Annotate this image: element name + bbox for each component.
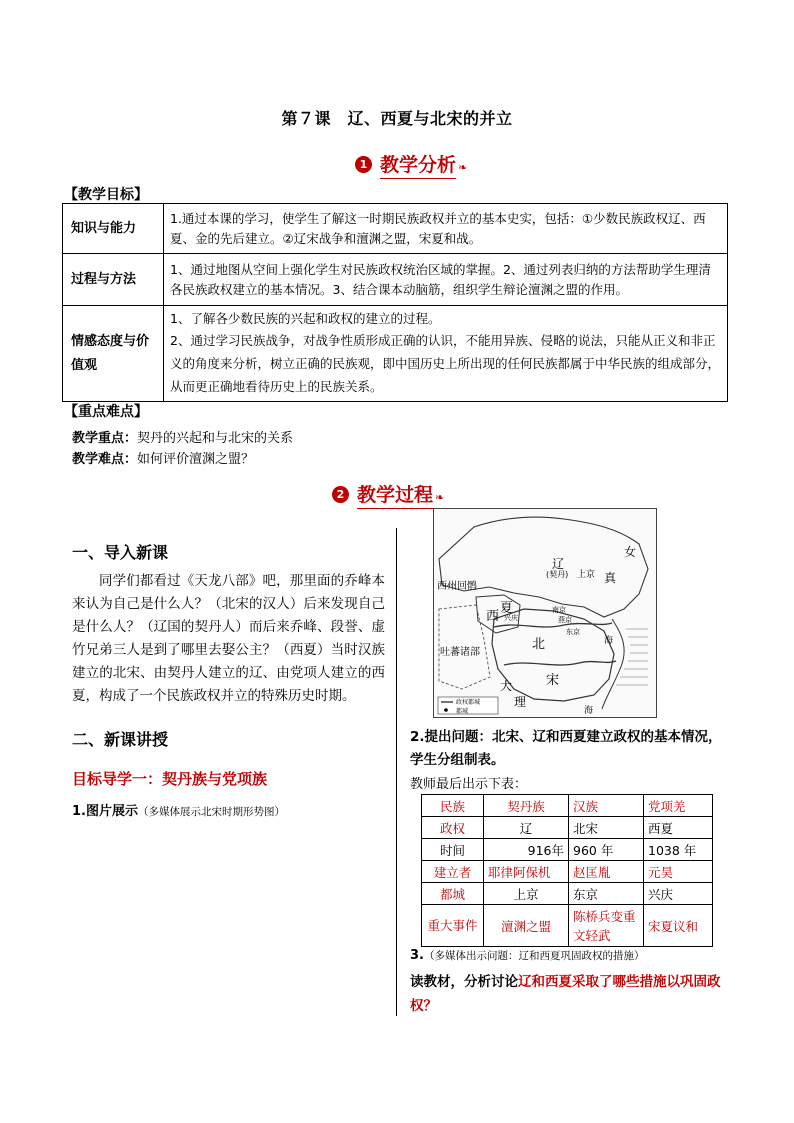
map-label: (契丹): [546, 570, 569, 579]
table-cell: 辽: [484, 817, 569, 839]
goal-heading-1: 目标导学一：契丹族与党项族: [72, 770, 268, 788]
table-cell: 政权: [422, 817, 484, 839]
difficulty-text: 如何评价澶渊之盟？: [137, 452, 255, 467]
table-row: [422, 883, 713, 905]
map-label: 海: [584, 706, 594, 716]
table-cell: 北宋: [569, 817, 644, 839]
table-row: [422, 861, 713, 883]
map-label: 上京: [577, 570, 596, 580]
map-label: 辽: [552, 557, 565, 571]
column-divider: [396, 528, 397, 1016]
table-cell: 都城: [422, 883, 484, 905]
map-label: 南京: [552, 606, 566, 614]
heading-new-lesson: 二、新课讲授: [72, 730, 169, 749]
item-label: 1.图片展示: [72, 804, 138, 819]
table-cell: 960 年: [569, 839, 644, 861]
map-label: 夏: [500, 601, 514, 616]
question-3-prompt: [410, 970, 730, 1018]
table-cell: 陈桥兵变重文轻武: [569, 905, 644, 947]
question-3-label: 3.: [410, 948, 424, 963]
objectives-heading: 【教学目标】: [64, 187, 148, 203]
table-cell: 916年: [484, 839, 569, 861]
table-cell: 耶律阿保机: [484, 861, 569, 883]
section-label: 教学过程: [357, 480, 433, 509]
table-cell: 上京: [484, 883, 569, 905]
table-row: [422, 905, 713, 947]
row-content: 1、通过地图从空间上强化学生对民族政权统治区域的掌握。2、通过列表归纳的方法帮助学生理清各民族政权建立的基本情况。3、结合课本动脑筋，组织学生辩论澶渊之盟的作用。: [164, 254, 728, 306]
row-content: [164, 306, 728, 402]
table-cell: 契丹族: [484, 795, 569, 817]
map-legend-city: 都城: [456, 708, 469, 715]
map-label: 女: [624, 545, 637, 559]
map-svg: [434, 509, 656, 717]
map-label: 东京: [566, 628, 580, 636]
map-label: 兴庆: [504, 614, 518, 622]
map-label: 海: [604, 636, 614, 646]
intro-paragraph: 同学们都看过《天龙八部》吧，那里面的乔峰本来认为自己是什么人？（北宋的汉人）后来发现自己是什么人？（辽国的契丹人）而后来乔峰、段誉、虚竹兄弟三人是到了哪里去娶公主？（西夏）当时汉族建立的北宋、由契丹人建立的辽、由党项人建立的西夏，构成了一个民族政权并立的特殊历史时期。: [72, 573, 385, 704]
table-row: [422, 839, 713, 861]
item-note: （多媒体展示北宋时期形势图）: [137, 806, 285, 818]
table-cell: 党项羌: [644, 795, 713, 817]
table-cell: 元昊: [644, 861, 713, 883]
map-label: 宋: [546, 673, 560, 688]
focus-text: 契丹的兴起和与北宋的关系: [137, 431, 294, 446]
focus-line: [72, 427, 293, 446]
row-label: 过程与方法: [63, 254, 164, 306]
difficulty-line: [72, 448, 254, 467]
table-cell: 1038 年: [644, 839, 713, 861]
regimes-table: [421, 794, 713, 947]
focus-label: 教学重点：: [72, 431, 138, 446]
map-label: 西州回鹘: [437, 581, 477, 592]
table-row: [63, 254, 728, 306]
table-cell: 建立者: [422, 861, 484, 883]
map-label: 理: [514, 695, 527, 709]
flourish-icon: ❧: [458, 161, 468, 174]
flourish-icon: ❧: [435, 491, 445, 504]
teacher-note: 教师最后出示下表：: [410, 777, 528, 792]
question-3-red: 辽和西夏采取了哪些措施以巩固政权？: [410, 974, 721, 1014]
map-label: 西: [486, 609, 500, 624]
row-content-line: 1、了解各少数民族的兴起和政权的建立的过程。: [170, 311, 441, 326]
table-cell: 汉族: [569, 795, 644, 817]
map-label: 真: [604, 571, 617, 585]
table-row: [422, 817, 713, 839]
heading-intro: 一、导入新课: [72, 543, 169, 562]
item-picture-display: [72, 800, 285, 819]
lesson-title: 第７课 辽、西夏与北宋的并立: [281, 109, 513, 128]
table-cell: 民族: [422, 795, 484, 817]
row-label: 情感态度与价值观: [63, 306, 164, 402]
difficulty-label: 教学难点：: [72, 452, 138, 467]
table-cell: 西夏: [644, 817, 713, 839]
table-cell: 东京: [569, 883, 644, 905]
map-label: 吐蕃诸部: [440, 647, 480, 658]
section-header-analysis: [355, 150, 467, 179]
question-2-label: 2.提出问题：: [410, 729, 493, 745]
section-number: 1: [355, 156, 372, 173]
map-label: 大: [500, 679, 513, 693]
table-row: [63, 204, 728, 254]
question-2: [410, 726, 730, 772]
section-header-process: [332, 480, 444, 509]
table-row: [63, 306, 728, 402]
table-cell: 兴庆: [644, 883, 713, 905]
question-2-text: 北宋、辽和西夏建立政权的基本情况，学生分组制表。: [410, 729, 722, 768]
map-label: 燕京: [558, 616, 572, 624]
objectives-table: [62, 203, 728, 402]
question-3-note: （多媒体出示问题：辽和西夏巩固政权的措施）: [423, 950, 645, 962]
table-cell: 澶渊之盟: [484, 905, 569, 947]
map-legend-capital: 政权都城: [456, 699, 481, 706]
table-cell: 重大事件: [422, 905, 484, 947]
question-3: [410, 948, 644, 963]
keypoints-heading: 【重点难点】: [64, 404, 148, 420]
map-label: 北: [532, 637, 546, 652]
table-cell: 时间: [422, 839, 484, 861]
section-number: 2: [332, 486, 349, 503]
section-label: 教学分析: [380, 150, 456, 179]
row-content: 1.通过本课的学习，使学生了解这一时期民族政权并立的基本史实，包括：①少数民族政权辽、西夏、金的先后建立。②辽宋战争和澶渊之盟，宋夏和战。: [164, 204, 728, 254]
table-cell: 赵匡胤: [569, 861, 644, 883]
table-cell: 宋夏议和: [644, 905, 713, 947]
row-label: 知识与能力: [63, 204, 164, 254]
question-3-read: 读教材，分析讨论: [410, 974, 518, 990]
northern-song-map: [433, 508, 657, 718]
table-row: [422, 795, 713, 817]
row-content-line: 2、通过学习民族战争，对战争性质形成正确的认识，不能用异族、侵略的说法，只能从正义和非正义的角度来分析，树立正确的民族观，即中国历史上所出现的任何民族都属于中华民族的组成部分，从而更正确地看待历史上的民族关系。: [170, 333, 721, 394]
